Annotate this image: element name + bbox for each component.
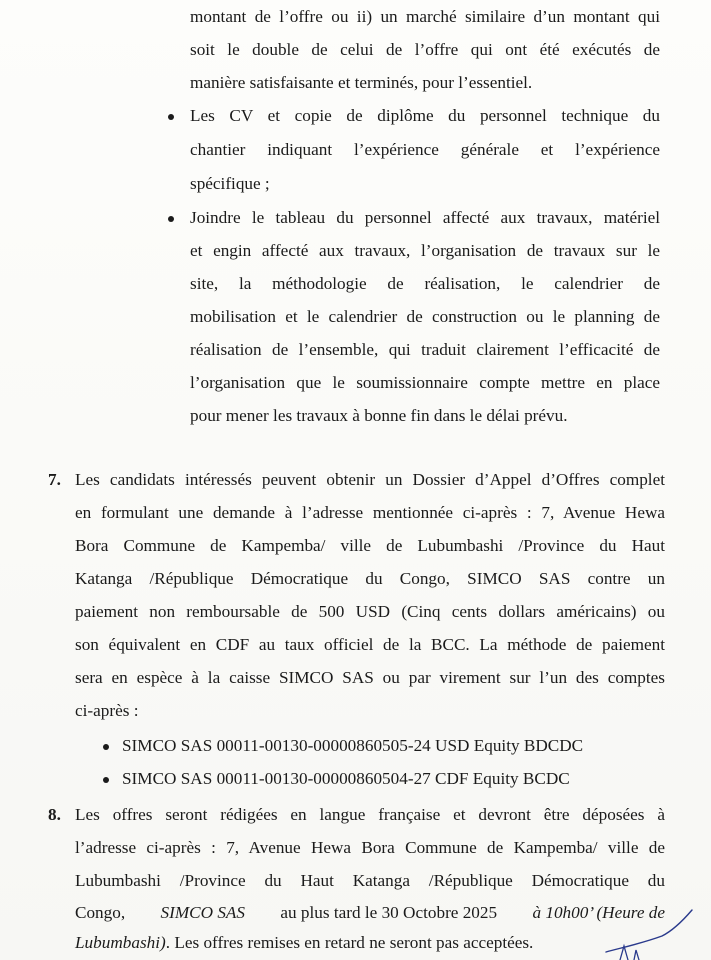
paragraph-line — [75, 903, 665, 923]
text-span: Congo, — [75, 903, 126, 922]
paragraph-line: Les offres seront rédigées en langue française et devront être déposées à — [75, 805, 665, 824]
account-line: SIMCO SAS 00011-00130-00000860505-24 USD Equity BDCDC — [122, 736, 584, 755]
paragraph-line: ci-après : — [75, 701, 139, 720]
bullet-line: pour mener les travaux à bonne fin dans le délai prévu. — [190, 406, 568, 425]
bullet-icon — [168, 114, 174, 120]
deadline-time: à 10h00’ (Heure de — [532, 903, 665, 922]
paragraph-line: Bora Commune de Kampemba/ ville de Lubumbashi /Province du Haut — [75, 536, 665, 555]
bullet-line: mobilisation et le calendrier de construction ou le planning de — [190, 307, 660, 326]
section-number: 7. — [48, 470, 61, 489]
paragraph-line: Lubumbashi /Province du Haut Katanga /République Démocratique du — [75, 871, 665, 890]
paragraph-line: Katanga /République Démocratique du Congo, SIMCO SAS contre un — [75, 569, 665, 588]
bullet-line: et engin affecté aux travaux, l’organisation de travaux sur le — [190, 241, 660, 260]
paragraph-line: l’adresse ci-après : 7, Avenue Hewa Bora Commune de Kampemba/ ville de — [75, 838, 665, 857]
section-number: 8. — [48, 805, 61, 824]
paragraph-line: manière satisfaisante et terminés, pour l’essentiel. — [190, 73, 533, 92]
paragraph-line: Les candidats intéressés peuvent obtenir un Dossier d’Appel d’Offres complet — [75, 470, 665, 489]
bullet-icon — [103, 777, 109, 783]
bullet-line: Les CV et copie de diplôme du personnel technique du — [190, 106, 660, 125]
bullet-icon — [168, 216, 174, 222]
account-line: SIMCO SAS 00011-00130-00000860504-27 CDF Equity BCDC — [122, 769, 570, 788]
bullet-line: site, la méthodologie de réalisation, le calendrier de — [190, 274, 660, 293]
paragraph-line: sera en espèce à la caisse SIMCO SAS ou par virement sur l’un des comptes — [75, 668, 665, 687]
bullet-icon — [103, 744, 109, 750]
text-span: . Les offres remises en retard ne seront pas acceptées. — [165, 933, 534, 952]
bullet-line: réalisation de l’ensemble, qui traduit clairement l’efficacité de — [190, 340, 660, 359]
bullet-line: spécifique ; — [190, 174, 270, 193]
paragraph-line: paiement non remboursable de 500 USD (Cinq cents dollars américains) ou — [75, 602, 665, 621]
bullet-line: Joindre le tableau du personnel affecté aux travaux, matériel — [190, 208, 660, 227]
company-name: SIMCO SAS — [160, 903, 246, 922]
paragraph-line: en formulant une demande à l’adresse mentionnée ci-après : 7, Avenue Hewa — [75, 503, 665, 522]
bullet-line: chantier indiquant l’expérience générale et l’expérience — [190, 140, 660, 159]
paragraph-line: son équivalent en CDF au taux officiel de la BCC. La méthode de paiement — [75, 635, 665, 654]
paragraph-line — [75, 933, 533, 953]
handwritten-initial-icon — [600, 908, 700, 960]
paragraph-line: soit le double de celui de l’offre qui ont été exécutés de — [190, 40, 660, 59]
paragraph-line: montant de l’offre ou ii) un marché similaire d’un montant qui — [190, 7, 660, 26]
text-span: au plus tard le 30 Octobre 2025 — [280, 903, 498, 922]
bullet-line: l’organisation que le soumissionnaire compte mettre en place — [190, 373, 660, 392]
deadline-place: Lubumbashi) — [75, 933, 166, 952]
